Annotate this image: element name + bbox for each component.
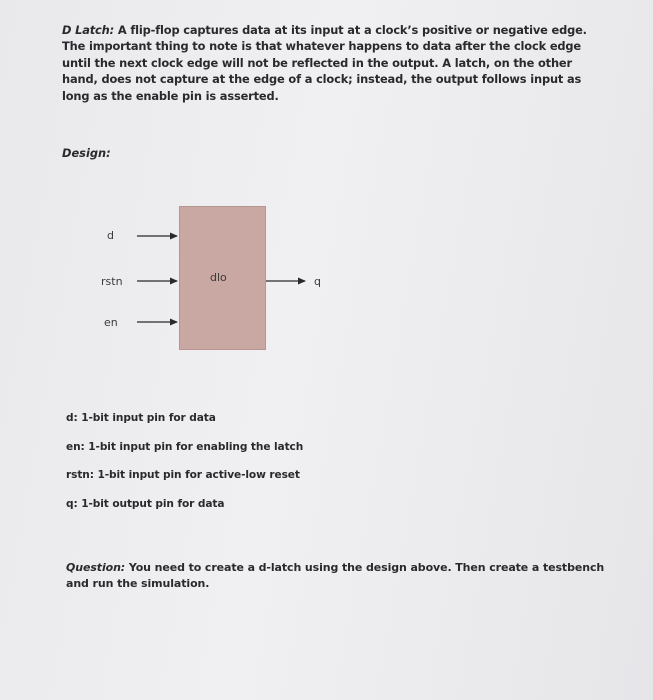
- block-label: dlo: [210, 271, 227, 284]
- definition-item: en: 1-bit input pin for enabling the latch: [66, 440, 304, 453]
- question-lead: Question:: [66, 561, 126, 574]
- intro-body: A flip-flop captures data at its input at a clock’s positive or negative edge. The important thing to note is that whatever happens to data after the clock edge until the next clock edge will not be reflected in the output. A latch, on the other hand, does not capture at the edge of a clock; instead, the output follows input as long as the enable pin is asserted.: [62, 23, 587, 103]
- pin-label-en: en: [104, 316, 118, 329]
- intro-lead: D Latch:: [62, 23, 115, 37]
- definition-item: d: 1-bit input pin for data: [66, 412, 216, 424]
- pin-definitions: [66, 412, 303, 526]
- definition-item: q: 1-bit output pin for data: [66, 497, 225, 510]
- pin-label-q: q: [314, 275, 321, 288]
- pin-label-d: d: [107, 229, 114, 242]
- design-heading: Design:: [62, 146, 111, 160]
- question-body: You need to create a d-latch using the design above. Then create a testbench and run the simulation.: [66, 561, 605, 590]
- definition-item: rstn: 1-bit input pin for active-low reset: [66, 469, 300, 481]
- pin-label-rstn: rstn: [101, 275, 123, 288]
- question-paragraph: [66, 560, 606, 592]
